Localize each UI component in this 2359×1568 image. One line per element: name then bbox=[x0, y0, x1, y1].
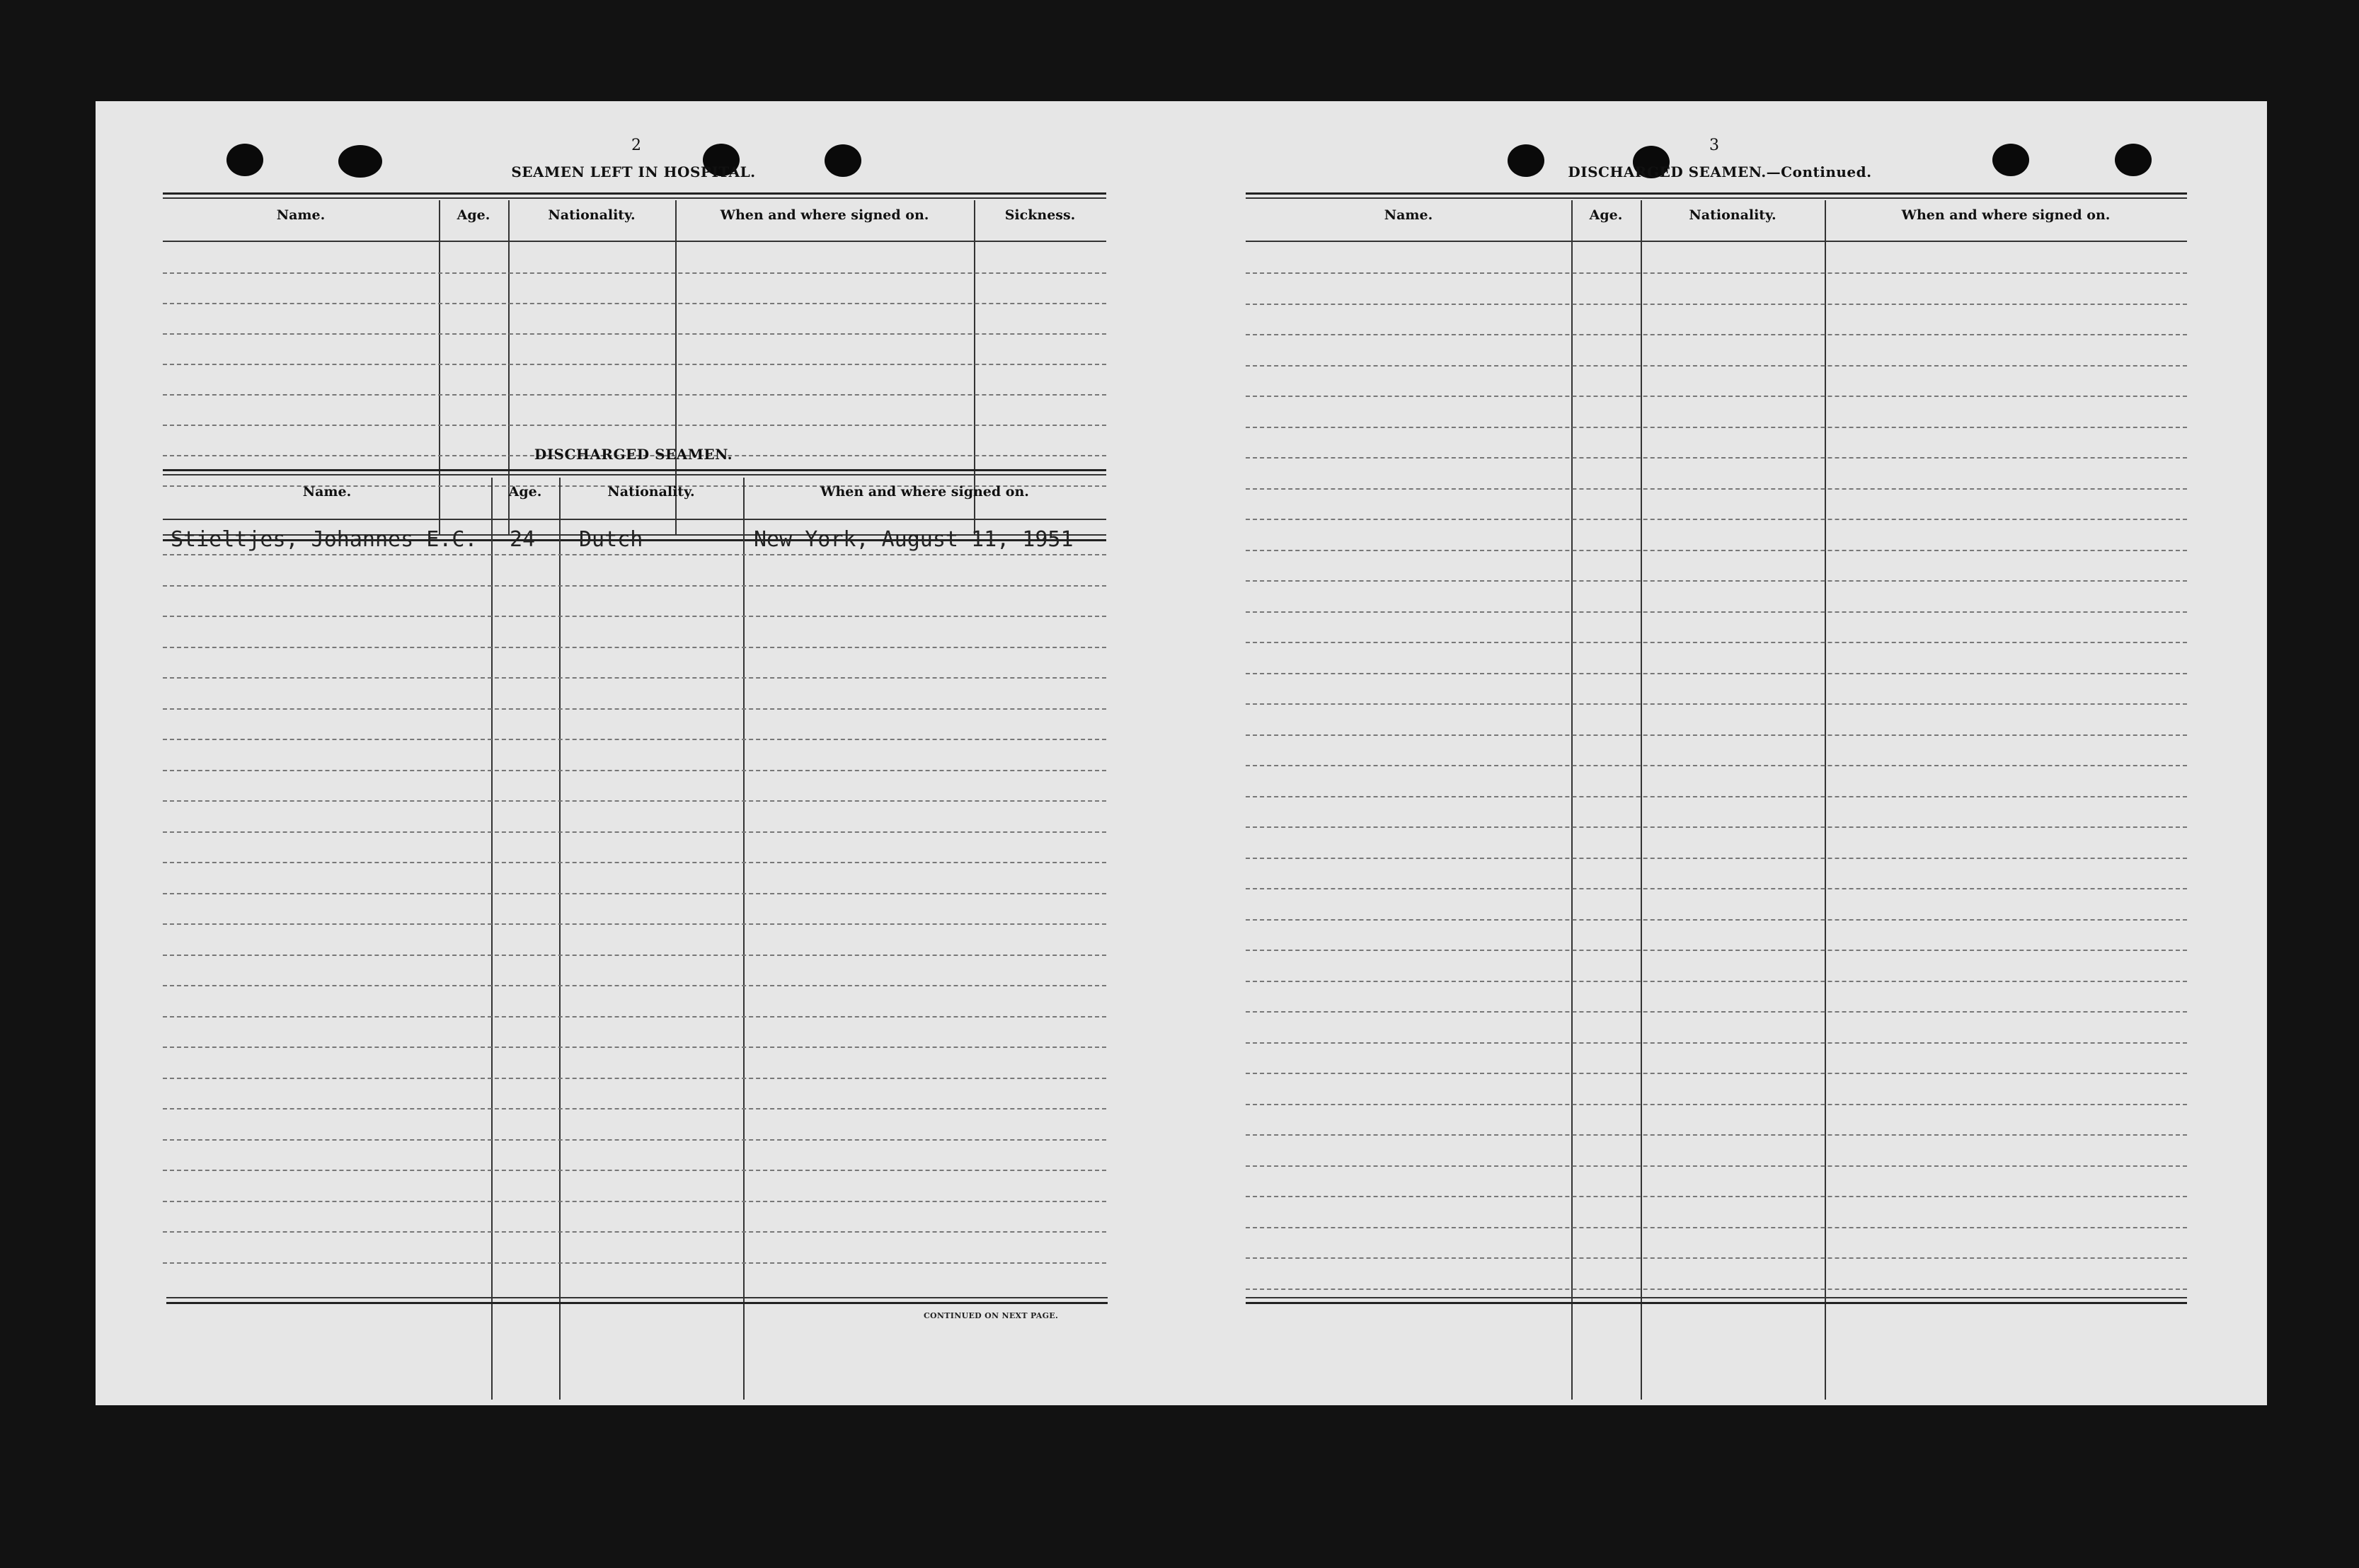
row-rule bbox=[1246, 673, 2187, 674]
row-rule bbox=[163, 1016, 1106, 1018]
header-bottom-rule bbox=[163, 519, 1106, 520]
row-rule bbox=[163, 923, 1106, 925]
column-header-nationality: Nationality. bbox=[607, 484, 695, 500]
row-rule bbox=[1246, 611, 2187, 613]
seaman-age: 24 bbox=[510, 527, 536, 552]
row-rule bbox=[163, 708, 1106, 710]
row-rule bbox=[163, 831, 1106, 833]
column-header-age: Age. bbox=[457, 207, 490, 223]
row-rule bbox=[1246, 396, 2187, 397]
column-header-signed-on: When and where signed on. bbox=[820, 484, 1029, 500]
header-bottom-rule bbox=[1246, 241, 2187, 242]
column-header-age: Age. bbox=[508, 484, 542, 500]
column-header-nationality: Nationality. bbox=[1689, 207, 1777, 223]
row-rule bbox=[1246, 858, 2187, 859]
row-rule bbox=[1246, 304, 2187, 305]
column-header-name: Name. bbox=[302, 484, 352, 500]
row-rule bbox=[1246, 457, 2187, 459]
row-rule bbox=[1246, 1165, 2187, 1167]
row-rule bbox=[1246, 796, 2187, 797]
row-rule bbox=[1246, 1011, 2187, 1013]
row-rule bbox=[1246, 1289, 2187, 1290]
seaman-signed-on: New York, August 11, 1951 bbox=[754, 527, 1074, 552]
column-header-signed-on: When and where signed on. bbox=[1901, 207, 2111, 223]
column-divider bbox=[1571, 200, 1573, 1400]
row-rule bbox=[1246, 1196, 2187, 1197]
column-header-nationality: Nationality. bbox=[548, 207, 636, 223]
page-number: 3 bbox=[1709, 137, 1719, 154]
column-divider bbox=[1641, 200, 1642, 1400]
column-header-age: Age. bbox=[1589, 207, 1623, 223]
row-rule bbox=[163, 985, 1106, 986]
row-rule bbox=[1246, 703, 2187, 705]
seaman-name: Stieltjes, Johannes E.C. bbox=[171, 527, 478, 552]
row-rule bbox=[1246, 519, 2187, 520]
row-rule bbox=[163, 955, 1106, 956]
row-rule bbox=[163, 1139, 1106, 1141]
table-bottom-rule bbox=[166, 1297, 1108, 1298]
table-top-rule bbox=[1246, 192, 2187, 195]
row-rule bbox=[1246, 765, 2187, 766]
punch-hole bbox=[1508, 144, 1544, 177]
table-bottom-rule bbox=[166, 1302, 1108, 1304]
column-header-name: Name. bbox=[276, 207, 326, 223]
row-rule bbox=[1246, 580, 2187, 582]
punch-hole bbox=[1992, 144, 2029, 176]
row-rule bbox=[163, 1170, 1106, 1171]
column-header-name: Name. bbox=[1384, 207, 1433, 223]
hospital-section-title: SEAMEN LEFT IN HOSPITAL. bbox=[511, 163, 756, 180]
row-rule bbox=[163, 677, 1106, 679]
row-rule bbox=[1246, 642, 2187, 643]
row-rule bbox=[163, 739, 1106, 740]
row-rule bbox=[1246, 427, 2187, 428]
row-rule bbox=[163, 616, 1106, 617]
continued-note: CONTINUED ON NEXT PAGE. bbox=[924, 1311, 1059, 1320]
row-rule bbox=[163, 1108, 1106, 1109]
discharged-table-left bbox=[96, 101, 1186, 1405]
row-rule bbox=[163, 1201, 1106, 1202]
row-rule bbox=[1246, 1257, 2187, 1259]
page-number: 2 bbox=[631, 137, 641, 154]
page-title: DISCHARGED SEAMEN.—Continued. bbox=[1568, 163, 1872, 180]
row-rule bbox=[1246, 1042, 2187, 1044]
row-rule bbox=[1246, 550, 2187, 551]
row-rule bbox=[163, 1047, 1106, 1048]
column-header-signed-on: When and where signed on. bbox=[720, 207, 929, 223]
table-top-rule bbox=[1246, 197, 2187, 199]
punch-hole bbox=[2115, 144, 2152, 176]
row-rule bbox=[163, 800, 1106, 802]
row-rule bbox=[1246, 1073, 2187, 1074]
row-rule bbox=[1246, 888, 2187, 889]
row-rule bbox=[1246, 826, 2187, 828]
row-rule bbox=[163, 1231, 1106, 1233]
row-rule bbox=[1246, 981, 2187, 982]
right-page bbox=[1186, 101, 2267, 1405]
row-rule bbox=[1246, 950, 2187, 951]
row-rule bbox=[1246, 1134, 2187, 1136]
row-rule bbox=[163, 1262, 1106, 1264]
row-rule bbox=[1246, 488, 2187, 490]
table-top-rule bbox=[163, 474, 1106, 475]
row-rule bbox=[1246, 734, 2187, 736]
row-rule bbox=[163, 554, 1106, 555]
column-header-sickness: Sickness. bbox=[1004, 207, 1076, 223]
row-rule bbox=[163, 862, 1106, 863]
row-rule bbox=[163, 1078, 1106, 1079]
table-bottom-rule bbox=[1246, 1297, 2187, 1298]
row-rule bbox=[1246, 919, 2187, 921]
row-rule bbox=[1246, 1104, 2187, 1105]
column-divider bbox=[1825, 200, 1826, 1400]
row-rule bbox=[163, 647, 1106, 648]
seaman-nationality: Dutch bbox=[579, 527, 643, 552]
row-rule bbox=[163, 770, 1106, 771]
row-rule bbox=[1246, 1227, 2187, 1228]
row-rule bbox=[163, 893, 1106, 894]
row-rule bbox=[1246, 272, 2187, 274]
table-top-rule bbox=[163, 469, 1106, 471]
row-rule bbox=[1246, 365, 2187, 367]
discharged-section-title: DISCHARGED SEAMEN. bbox=[534, 446, 733, 463]
row-rule bbox=[163, 585, 1106, 587]
row-rule bbox=[1246, 334, 2187, 335]
table-bottom-rule bbox=[1246, 1302, 2187, 1304]
